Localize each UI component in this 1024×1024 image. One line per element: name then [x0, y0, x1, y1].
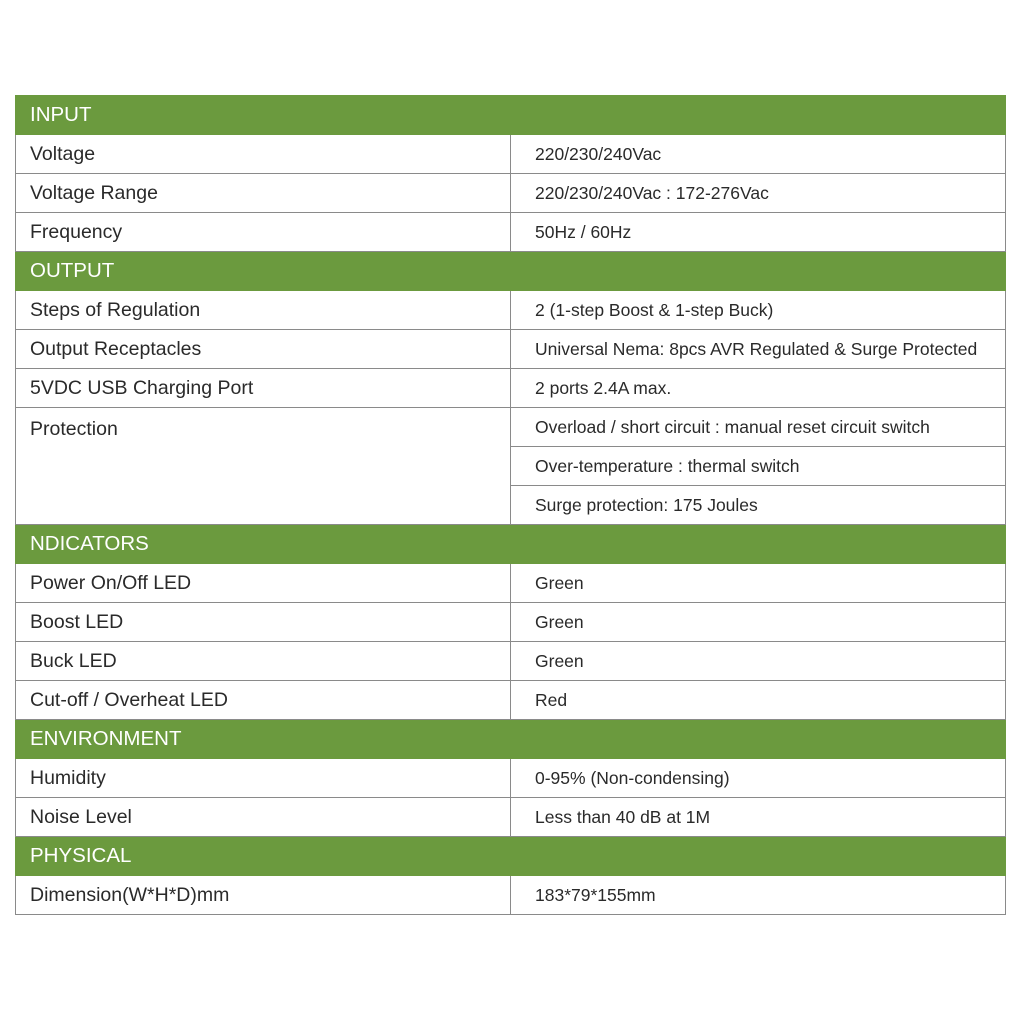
- spec-label: Voltage Range: [16, 174, 511, 213]
- spec-label: Humidity: [16, 759, 511, 798]
- spec-value: 2 ports 2.4A max.: [511, 369, 1006, 408]
- spec-row: [16, 603, 1006, 642]
- section-title: OUTPUT: [16, 252, 1006, 291]
- spec-label: Boost LED: [16, 603, 511, 642]
- spec-row: [16, 876, 1006, 915]
- spec-row: [16, 135, 1006, 174]
- spec-value: Less than 40 dB at 1M: [511, 798, 1006, 837]
- spec-label: Voltage: [16, 135, 511, 174]
- section-title: NDICATORS: [16, 525, 1006, 564]
- spec-row: [16, 369, 1006, 408]
- spec-value: Universal Nema: 8pcs AVR Regulated & Surge Protected: [511, 330, 1006, 369]
- section-title: ENVIRONMENT: [16, 720, 1006, 759]
- spec-value: 220/230/240Vac: [511, 135, 1006, 174]
- spec-row: [16, 798, 1006, 837]
- section-title: PHYSICAL: [16, 837, 1006, 876]
- spec-value: 0-95% (Non-condensing): [511, 759, 1006, 798]
- section-title: INPUT: [16, 96, 1006, 135]
- spec-table-body: [16, 96, 1006, 915]
- spec-value: Red: [511, 681, 1006, 720]
- spec-label: Noise Level: [16, 798, 511, 837]
- spec-value: Green: [511, 564, 1006, 603]
- spec-value: Over-temperature : thermal switch: [511, 447, 1006, 486]
- spec-row: [16, 213, 1006, 252]
- spec-row: [16, 564, 1006, 603]
- spec-label: Power On/Off LED: [16, 564, 511, 603]
- spec-label: Frequency: [16, 213, 511, 252]
- section-header-row: [16, 96, 1006, 135]
- spec-row: [16, 681, 1006, 720]
- section-header-row: [16, 252, 1006, 291]
- spec-table: [15, 95, 1006, 915]
- spec-label: Output Receptacles: [16, 330, 511, 369]
- spec-value: Surge protection: 175 Joules: [511, 486, 1006, 525]
- spec-row: [16, 408, 1006, 447]
- spec-value: Overload / short circuit : manual reset circuit switch: [511, 408, 1006, 447]
- spec-value: 183*79*155mm: [511, 876, 1006, 915]
- spec-row: [16, 330, 1006, 369]
- spec-label: Cut-off / Overheat LED: [16, 681, 511, 720]
- section-header-row: [16, 837, 1006, 876]
- spec-value: 2 (1-step Boost & 1-step Buck): [511, 291, 1006, 330]
- section-header-row: [16, 720, 1006, 759]
- spec-row: [16, 291, 1006, 330]
- spec-label: Buck LED: [16, 642, 511, 681]
- spec-row: [16, 759, 1006, 798]
- spec-label: Steps of Regulation: [16, 291, 511, 330]
- spec-row: [16, 174, 1006, 213]
- spec-label: Dimension(W*H*D)mm: [16, 876, 511, 915]
- spec-label: Protection: [16, 408, 511, 525]
- spec-row: [16, 642, 1006, 681]
- spec-label: 5VDC USB Charging Port: [16, 369, 511, 408]
- section-header-row: [16, 525, 1006, 564]
- spec-value: 50Hz / 60Hz: [511, 213, 1006, 252]
- spec-value: Green: [511, 642, 1006, 681]
- spec-value: Green: [511, 603, 1006, 642]
- spec-value: 220/230/240Vac : 172-276Vac: [511, 174, 1006, 213]
